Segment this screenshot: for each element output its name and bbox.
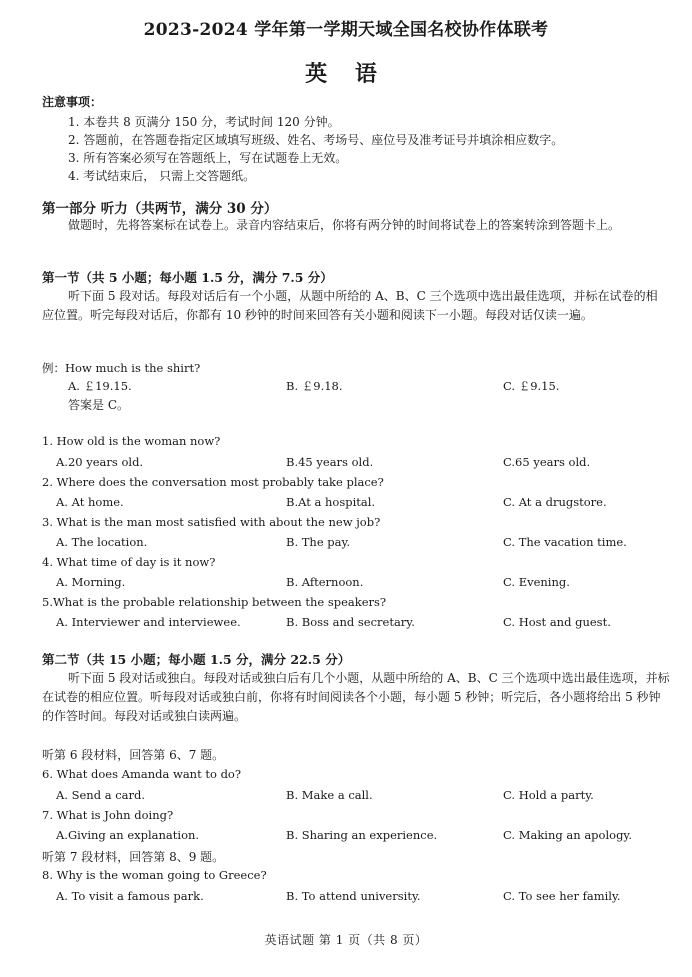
material-instruction: 听第 7 段材料，回答第 8、9 题。 <box>42 850 225 864</box>
notice-item: 4. 考试结束后， 只需上交答题纸。 <box>68 169 256 183</box>
section2-intro: 听下面 5 段对话或独白。每段对话或独白后有几个小题，从题中所给的 A、B、C 三个选项中选出最佳选项，并标在试卷的相应位置。听每段对话或独白前，你将有时间阅读各个小题，每小题 5 秒钟；听完后，各小题将给出 5 秒钟的作答时间。每段对话或独白读两遍。 <box>42 671 670 723</box>
example-option-b: B. ￡9.18. <box>286 379 343 393</box>
option-a: A. To visit a famous park. <box>56 889 204 903</box>
section1-title: 第一节（共 5 小题；每小题 1.5 分，满分 7.5 分） <box>42 270 333 285</box>
option-b: B. Make a call. <box>286 788 373 802</box>
notice-item: 3. 所有答案必须写在答题纸上，写在试题卷上无效。 <box>68 151 348 165</box>
option-c: C. Evening. <box>503 575 570 589</box>
option-b: B. Sharing an experience. <box>286 828 438 842</box>
option-a: A. The location. <box>56 535 148 549</box>
option-b: B. To attend university. <box>286 889 421 903</box>
option-a: A. Send a card. <box>56 788 146 802</box>
option-c: C. The vacation time. <box>503 535 627 549</box>
option-c: C. Host and guest. <box>503 615 611 629</box>
notice-item: 1. 本卷共 8 页满分 150 分，考试时间 120 分钟。 <box>68 115 340 129</box>
option-a: A.Giving an explanation. <box>56 828 200 842</box>
option-a: A. At home. <box>56 495 124 509</box>
notice-heading: 注意事项： <box>42 95 103 109</box>
material-instruction: 听第 6 段材料，回答第 6、7 题。 <box>42 748 225 762</box>
question-stem: 1. How old is the woman now? <box>42 434 221 448</box>
option-a: A.20 years old. <box>56 455 144 469</box>
option-c: C. To see her family. <box>503 889 621 903</box>
example-question: 例：How much is the shirt? <box>42 361 201 375</box>
option-c: C.65 years old. <box>503 455 591 469</box>
exam-title: 2023-2024 学年第一学期天域全国名校协作体联考 <box>143 20 549 40</box>
option-c: C. At a drugstore. <box>503 495 607 509</box>
option-b: B. Boss and secretary. <box>286 615 415 629</box>
question-stem: 2. Where does the conversation most probably take place? <box>42 475 384 489</box>
option-b: B.45 years old. <box>286 455 374 469</box>
page-footer: 英语试题 第 1 页（共 8 页） <box>264 933 428 947</box>
subject-title: 英 语 <box>305 61 387 87</box>
question-stem: 7. What is John doing? <box>42 808 174 822</box>
part1-intro: 做题时，先将答案标在试卷上。录音内容结束后，你将有两分钟的时间将试卷上的答案转涂到答题卡上。 <box>68 218 621 232</box>
example-option-c: C. ￡9.15. <box>503 379 560 393</box>
example-answer: 答案是 C。 <box>68 398 129 412</box>
example-option-a: A. ￡19.15. <box>68 379 132 393</box>
section2-title: 第二节（共 15 小题；每小题 1.5 分，满分 22.5 分） <box>42 652 351 667</box>
part1-title: 第一部分 听力（共两节，满分 30 分） <box>42 201 278 217</box>
option-b: B. The pay. <box>286 535 351 549</box>
option-c: C. Making an apology. <box>503 828 633 842</box>
option-a: A. Morning. <box>56 575 126 589</box>
question-stem: 8. Why is the woman going to Greece? <box>42 868 267 882</box>
option-b: B. Afternoon. <box>286 575 364 589</box>
question-stem: 3. What is the man most satisfied with about the new job? <box>42 515 381 529</box>
option-b: B.At a hospital. <box>286 495 376 509</box>
option-a: A. Interviewer and interviewee. <box>56 615 241 629</box>
notice-item: 2. 答题前，在答题卷指定区域填写班级、姓名、考场号、座位号及准考证号并填涂相应数字。 <box>68 133 564 147</box>
question-stem: 4. What time of day is it now? <box>42 555 216 569</box>
section1-intro: 听下面 5 段对话。每段对话后有一个小题，从题中所给的 A、B、C 三个选项中选出最佳选项，并标在试卷的相应位置。听完每段对话后，你都有 10 秒钟的时间来回答有关小题和阅读下一小题。每段对话仅读一遍。 <box>42 289 658 322</box>
question-stem: 5.What is the probable relationship between the speakers? <box>42 595 387 609</box>
option-c: C. Hold a party. <box>503 788 594 802</box>
question-stem: 6. What does Amanda want to do? <box>42 767 242 781</box>
